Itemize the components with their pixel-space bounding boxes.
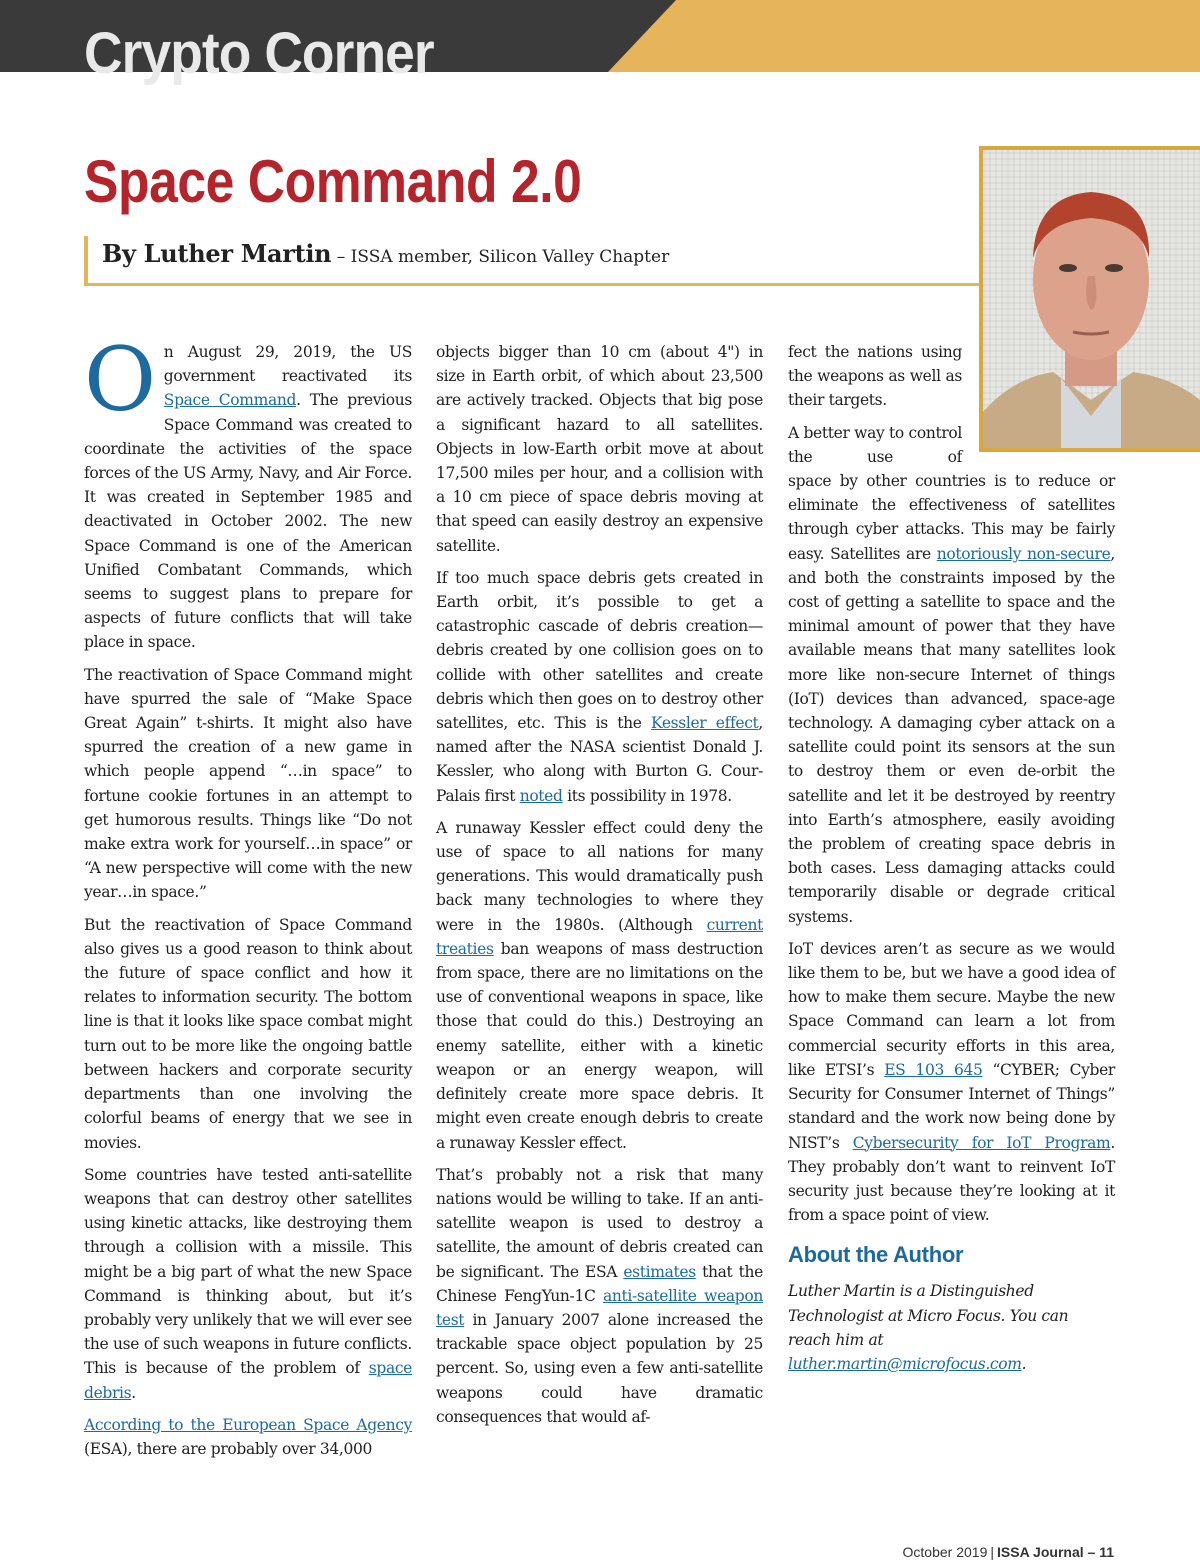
paragraph: fect the nations using the weapons as well as their targets. bbox=[788, 343, 962, 410]
text: that the Chinese FengYun-1C bbox=[436, 1262, 763, 1305]
link-kessler-effect[interactable]: Kessler effect bbox=[651, 714, 759, 733]
byline-rule bbox=[84, 283, 980, 286]
text: Some countries have tested anti-satellite weapons that can destroy other satellites using kinetic attacks, like destroying them through a collision with a missile. This might be a big part of what the new Space Command is thinking about, but it’s probably very unlikely that we will ever see the use of such weapons in future conflicts. This is because of the problem of bbox=[84, 1165, 412, 1378]
link-author-email[interactable]: luther.martin@microfocus.com bbox=[788, 1354, 1022, 1373]
link-estimates[interactable]: estimates bbox=[623, 1262, 696, 1281]
paragraph bbox=[84, 328, 412, 655]
text: . They probably don’t want to reinvent IoT security just because they’re looking at it from a space point of view. bbox=[788, 1133, 1115, 1225]
link-space-debris[interactable]: space debris bbox=[84, 1359, 412, 1402]
text: (ESA), there are probably over 34,000 bbox=[84, 1439, 372, 1458]
text: That’s probably not a risk that many nations would be willing to take. If an anti-satellite weapon is used to destroy a satellite, the amount of debris created can be significant. The ESA bbox=[436, 1165, 763, 1281]
footer-date: October 2019 bbox=[902, 1544, 988, 1560]
paragraph bbox=[436, 566, 763, 808]
text: . bbox=[1021, 1354, 1027, 1373]
text: , named after the NASA scientist Donald J. Kessler, who along with Burton G. Cour-Palais first bbox=[436, 714, 763, 805]
column-3 bbox=[788, 340, 1115, 1384]
footer-journal-page: ISSA Journal – 11 bbox=[997, 1544, 1114, 1560]
link-noted[interactable]: noted bbox=[519, 786, 563, 805]
link-nist-iot-program[interactable]: Cybersecurity for IoT Program bbox=[852, 1133, 1111, 1152]
page-footer bbox=[800, 1542, 1114, 1562]
text: . The previous Space Command was created to coordinate the activities of the space forces of the US Army, Navy, and Air Force. It was created in September 1985 and deactivated in October 2002. The new Space Command is one of the American Unified Combatant Commands, which seems to suggest plans to prepare for aspects of future conflicts that will take place in space. bbox=[84, 391, 412, 652]
article-title: Space Command 2.0 bbox=[84, 148, 582, 215]
link-space-command[interactable]: Space Command bbox=[163, 391, 297, 410]
paragraph bbox=[436, 1163, 763, 1429]
link-current-treaties[interactable]: current treaties bbox=[436, 915, 763, 958]
about-author-text bbox=[788, 1279, 1115, 1376]
about-author-heading: About the Author bbox=[788, 1242, 964, 1268]
link-esa[interactable]: According to the European Space Agency bbox=[84, 1415, 412, 1434]
byline-accent-bar bbox=[84, 236, 88, 284]
text: IoT devices aren’t as secure as we would like them to be, but we have a good idea of how to make them secure. Maybe the new Space Command can learn a lot from commercial security efforts in this area, like ETSI’s bbox=[788, 939, 1115, 1079]
link-non-secure[interactable]: notoriously non-secure bbox=[936, 544, 1111, 563]
paragraph bbox=[436, 816, 763, 1155]
drop-cap: O bbox=[84, 328, 156, 431]
text: ban weapons of mass destruction from space, there are no limitations on the use of conventional weapons in space, like those that could do this.) Destroying an enemy satellite, either with a kinetic weapon or an energy weapon, will definitely create more space debris. It might even create enough debris to create a runaway Kessler effect. bbox=[436, 939, 763, 1152]
text: Luther Martin is a Distinguished Technologist at Micro Focus. You can reach him at bbox=[788, 1282, 1069, 1349]
paragraph: The reactivation of Space Command might have spurred the sale of “Make Space Great Again” t-shirts. It might also have spurred the creation of a new game in which people append “…in space” to fortune cookie fortunes in an attempt to get humorous results. Things like “Do not make extra work for yourself…in space” or “A new perspective will come with the new year…in space.” bbox=[84, 665, 412, 902]
paragraph bbox=[84, 1413, 412, 1461]
link-anti-satellite-test[interactable]: anti-satellite weapon test bbox=[436, 1286, 763, 1329]
paragraph: objects bigger than 10 cm (about 4") in size in Earth orbit, of which about 23,500 are actively tracked. Objects that big pose a significant hazard to all satellites. Objects in low-Earth orbit move at about 17,500 miles per hour, and a collision with a 10 cm piece of space debris moving at that speed can easily destroy an expensive satellite. bbox=[436, 343, 763, 555]
section-title: Crypto Corner bbox=[84, 21, 434, 86]
column-2 bbox=[436, 340, 763, 1437]
paragraph bbox=[788, 937, 1115, 1227]
paragraph bbox=[84, 1163, 412, 1405]
byline bbox=[102, 236, 669, 275]
paragraph bbox=[788, 469, 1115, 929]
text: A better way to control the use of bbox=[788, 423, 962, 466]
text: n August 29, 2019, the US government reactivated its bbox=[163, 343, 412, 386]
text: its possibility in 1978. bbox=[562, 786, 732, 805]
byline-affiliation: – ISSA member, Silicon Valley Chapter bbox=[336, 247, 670, 267]
text: , and both the constraints imposed by the cost of getting a satellite to space and the minimal amount of power that they have available means that many satellites look more like non-secure Internet of things (IoT) devices than advanced, space-age technology. A damaging cyber attack on a satellite could point its sensors at the sun to destroy them or even de-orbit the satellite and let it be destroyed by reentry into Earth’s atmosphere, easily avoiding the problem of creating space debris in both cases. Less damaging attacks could temporarily disable or degrade critical systems. bbox=[788, 544, 1115, 926]
byline-author: By Luther Martin bbox=[102, 239, 332, 268]
text: “CYBER; Cyber Security for Consumer Internet of Things” standard and the work now being done by NIST’s bbox=[788, 1060, 1115, 1152]
text: A runaway Kessler effect could deny the use of space to all nations for many generations. This would dramatically push back many technologies to where they were in the 1980s. (Although bbox=[436, 818, 763, 934]
paragraph: But the reactivation of Space Command also gives us a good reason to think about the future of space conflict and how it relates to information security. The bottom line is that it looks like space combat might turn out to be more like the ongoing battle between hackers and corporate security departments than one involving the colorful beams of energy that we see in movies. bbox=[84, 915, 412, 1152]
link-es-103-645[interactable]: ES 103 645 bbox=[884, 1060, 983, 1079]
text: in January 2007 alone increased the trackable space object population by 25 percent. So, using even a few anti-satellite weapons could have dramatic consequences that would af- bbox=[436, 1310, 763, 1426]
footer-separator: | bbox=[990, 1544, 995, 1560]
text: If too much space debris gets created in Earth orbit, it’s possible to get a catastrophic cascade of debris creation—debris created by one collision goes on to collide with other satellites and create debris which then goes on to destroy other satellites, etc. This is the bbox=[436, 568, 763, 733]
text: space by other countries is to reduce or eliminate the effectiveness of satellites through cyber attacks. This may be fairly easy. Satellites are bbox=[788, 472, 1115, 563]
text: . bbox=[131, 1383, 136, 1402]
paragraph bbox=[788, 421, 1115, 469]
column-1 bbox=[84, 328, 412, 1469]
